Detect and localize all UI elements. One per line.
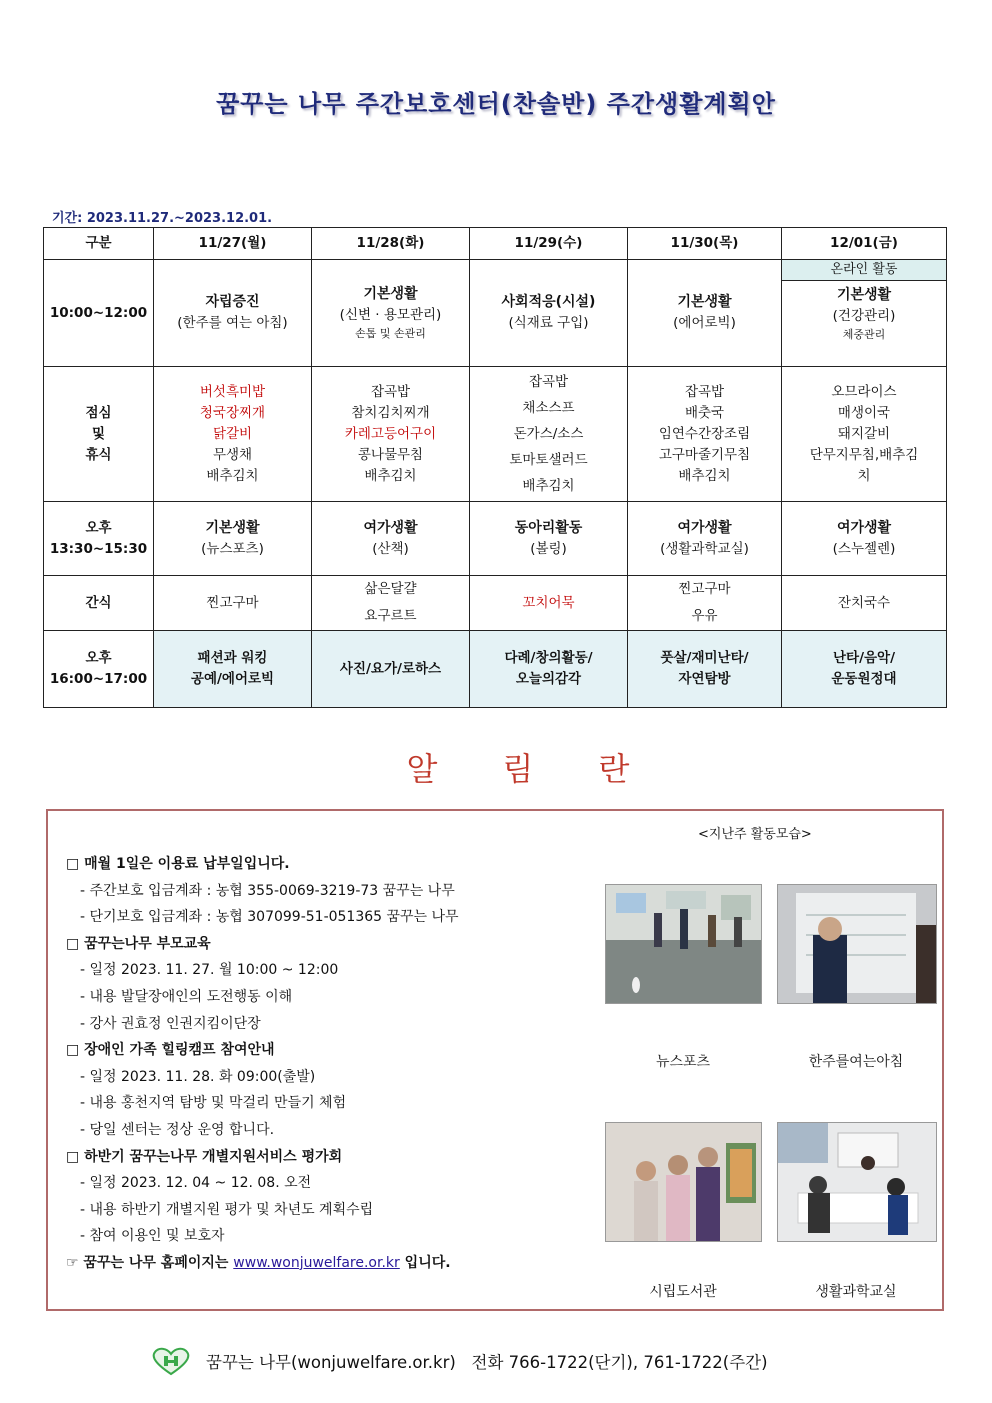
late-thu xyxy=(628,631,782,708)
photo-week-opening xyxy=(777,884,937,1004)
activity-sub: (건강관리) xyxy=(832,308,896,324)
activity-note: 체중관리 xyxy=(842,328,886,341)
menu-item: 돈가스/소스 xyxy=(513,426,584,442)
notice-heading-item: □ 하반기 꿈꾸는나무 개별지원서비스 평가회 xyxy=(66,1148,343,1165)
program-line: 공예/에어로빅 xyxy=(190,671,275,687)
menu-item: 배추김치 xyxy=(206,467,259,484)
morning-mon xyxy=(154,260,312,367)
label-line: 13:30~15:30 xyxy=(49,540,148,557)
activity-main: 여가생활 xyxy=(363,519,418,536)
menu-item: 임연수간장조림 xyxy=(658,425,751,442)
lunch-mon xyxy=(154,367,312,502)
header-thu: 11/30(목) xyxy=(628,228,782,260)
photo-caption: 뉴스포츠 xyxy=(655,1054,711,1070)
lunch-thu xyxy=(628,367,782,502)
afternoon-thu xyxy=(628,502,782,576)
header-mon: 11/27(월) xyxy=(154,228,312,260)
online-activity-band: 온라인 활동 xyxy=(782,260,946,281)
menu-item: 무생채 xyxy=(212,446,253,463)
header-wed: 11/29(수) xyxy=(470,228,628,260)
library-photo-icon xyxy=(606,1123,761,1241)
classroom-photo-icon xyxy=(778,1123,936,1241)
notice-heading-item: □ 매월 1일은 이용료 납부일입니다. xyxy=(66,856,290,872)
header-fri: 12/01(금) xyxy=(782,228,947,260)
snack-item: 잔치국수 xyxy=(837,594,891,611)
program-line: 풋살/재미난타/ xyxy=(660,650,749,666)
row-label-lunch xyxy=(44,367,154,502)
activity-sub: (신변 · 용모관리) xyxy=(339,307,442,323)
late-tue xyxy=(312,631,470,708)
morning-fri xyxy=(782,260,947,367)
notice-heading-item: □ 꿈꾸는나무 부모교육 xyxy=(66,935,211,952)
notice-heading-char: 란 xyxy=(598,750,630,788)
activity-main: 기본생활 xyxy=(205,519,260,536)
program-line: 운동원정대 xyxy=(831,671,897,687)
label-line: 오후 xyxy=(85,519,112,536)
menu-item: 치 xyxy=(857,467,871,484)
notice-detail: - 당일 센터는 정상 운영 합니다. xyxy=(80,1121,275,1138)
activity-main: 기본생활 xyxy=(677,294,732,310)
menu-item: 버섯흑미밥 xyxy=(199,383,266,400)
menu-item: 잡곡밥 xyxy=(370,383,411,400)
row-label-snack: 간식 xyxy=(44,576,154,631)
menu-item: 잡곡밥 xyxy=(684,383,725,400)
late-mon xyxy=(154,631,312,708)
homepage-link[interactable]: www.wonjuwelfare.or.kr xyxy=(233,1254,400,1271)
snack-item: 꼬치어묵 xyxy=(522,594,575,611)
label-line: 16:00~17:00 xyxy=(49,671,148,687)
menu-item: 참치김치찌개 xyxy=(351,404,430,421)
menu-item: 돼지갈비 xyxy=(837,425,891,442)
activity-sub: (에어로빅) xyxy=(673,315,736,331)
menu-item: 단무지무침,배추김 xyxy=(809,446,919,463)
late-fri xyxy=(782,631,947,708)
activity-main: 기본생활 xyxy=(836,287,892,303)
footer xyxy=(150,1346,768,1376)
notice-detail: - 일정 2023. 12. 04 ~ 12. 08. 오전 xyxy=(80,1175,312,1192)
snack-item: 찐고구마 xyxy=(678,581,731,597)
activity-sub: (산책) xyxy=(372,540,409,557)
row-label-late-afternoon xyxy=(44,631,154,708)
activity-sub: (식재료 구입) xyxy=(508,315,589,331)
fri-cell-wrap xyxy=(782,260,946,366)
activity-main: 여가생활 xyxy=(677,519,732,536)
label-line: 및 xyxy=(91,425,106,442)
notice-heading xyxy=(0,744,992,790)
snack-tue xyxy=(312,576,470,631)
homepage-prefix: ☞ 꿈꾸는 나무 홈페이지는 xyxy=(66,1254,229,1271)
photo-science-class xyxy=(777,1122,937,1242)
program-line: 다례/창의활동/ xyxy=(504,650,593,666)
notice-box xyxy=(46,809,944,1311)
label-line: 휴식 xyxy=(85,446,112,463)
activity-sub: (한주를 여는 아침) xyxy=(177,315,288,331)
program-line: 오늘의감각 xyxy=(515,671,582,687)
menu-item: 배춧국 xyxy=(684,404,725,421)
activity-main: 여가생활 xyxy=(836,519,892,536)
menu-item: 카레고등어구이 xyxy=(344,425,437,442)
program-line: 난타/음악/ xyxy=(832,650,896,666)
homepage-line xyxy=(66,1250,606,1277)
menu-item: 오므라이스 xyxy=(831,383,897,400)
snack-wed xyxy=(470,576,628,631)
notice-heading-item: □ 장애인 가족 힐링캠프 참여안내 xyxy=(66,1042,275,1059)
activity-note: 손톱 및 손관리 xyxy=(355,327,426,340)
activity-main: 기본생활 xyxy=(363,286,418,302)
notice-detail: - 일정 2023. 11. 28. 화 09:00(출발) xyxy=(80,1068,316,1085)
header-category: 구분 xyxy=(44,228,154,260)
activity-sub: (스누젤렌) xyxy=(832,540,896,557)
notice-detail: - 참여 이용인 및 보호자 xyxy=(80,1228,225,1245)
notice-detail: - 내용 하반기 개별지원 평가 및 차년도 계획수립 xyxy=(80,1201,374,1218)
period-label: 기간: 2023.11.27.~2023.12.01. xyxy=(52,211,273,226)
table-row xyxy=(44,502,947,576)
footer-text: 꿈꾸는 나무(wonjuwelfare.or.kr) 전화 766-1722(단기), 761-1722(주간) xyxy=(206,1353,768,1372)
program-line: 자연탐방 xyxy=(678,671,731,687)
lunch-fri xyxy=(782,367,947,502)
table-row xyxy=(44,631,947,708)
menu-item: 배추김치 xyxy=(364,467,417,484)
activity-main: 동아리활동 xyxy=(514,519,583,536)
notice-heading-char: 알 xyxy=(406,750,438,788)
menu-item: 콩나물무침 xyxy=(357,446,424,463)
afternoon-fri xyxy=(782,502,947,576)
heart-logo-icon xyxy=(150,1346,192,1376)
notice-detail: - 내용 발달장애인의 도전행동 이해 xyxy=(80,988,293,1005)
snack-mon xyxy=(154,576,312,631)
activity-sub: (뉴스포츠) xyxy=(201,540,264,557)
photo-caption: 시립도서관 xyxy=(649,1284,717,1300)
morning-tue xyxy=(312,260,470,367)
table-row xyxy=(44,576,947,631)
notice-list xyxy=(66,851,606,1277)
table-row xyxy=(44,367,947,502)
menu-item: 고구마줄기무침 xyxy=(658,446,751,463)
gallery-caption: <지난주 활동모습> xyxy=(698,827,812,842)
activity-main: 자립증진 xyxy=(205,294,260,310)
lunch-tue xyxy=(312,367,470,502)
program-line: 사진/요가/로하스 xyxy=(339,660,442,677)
menu-item: 청국장찌개 xyxy=(199,404,266,421)
photo-caption: 한주를여는아침 xyxy=(808,1054,904,1070)
snack-item: 요구르트 xyxy=(364,608,417,624)
notice-detail: - 내용 홍천지역 탐방 및 막걸리 만들기 체험 xyxy=(80,1095,347,1112)
snack-item: 우유 xyxy=(691,608,718,624)
photo-caption: 생활과학교실 xyxy=(815,1284,897,1300)
homepage-suffix: 입니다. xyxy=(404,1254,451,1271)
notice-detail: - 강사 권효정 인권지킴이단장 xyxy=(80,1015,261,1032)
lunch-wed xyxy=(470,367,628,502)
whiteboard-photo-icon xyxy=(778,885,936,1003)
photo-library xyxy=(605,1122,762,1242)
label-line: 오후 xyxy=(85,650,112,666)
notice-heading-char: 림 xyxy=(502,750,534,788)
morning-wed xyxy=(470,260,628,367)
menu-item: 닭갈비 xyxy=(212,425,253,442)
header-tue: 11/28(화) xyxy=(312,228,470,260)
notice-detail: - 주간보호 입금계좌 : 농협 355-0069-3219-73 꿈꾸는 나무 xyxy=(80,882,455,899)
activity-main: 사회적응(시설) xyxy=(501,294,596,310)
snack-fri xyxy=(782,576,947,631)
menu-item: 토마토샐러드 xyxy=(509,452,588,468)
late-wed xyxy=(470,631,628,708)
label-line: 점심 xyxy=(85,404,112,421)
page-title: 꿈꾸는 나무 주간보호센터(찬솔반) 주간생활계획안 xyxy=(216,90,776,118)
snack-item: 찐고구마 xyxy=(206,594,259,611)
menu-item: 배추김치 xyxy=(522,478,575,494)
morning-thu xyxy=(628,260,782,367)
menu-item: 매생이국 xyxy=(837,404,891,421)
program-line: 패션과 워킹 xyxy=(197,650,268,666)
menu-item: 채소스프 xyxy=(522,400,575,416)
snack-thu xyxy=(628,576,782,631)
table-header-row xyxy=(44,228,947,260)
row-label-morning: 10:00~12:00 xyxy=(44,260,154,367)
menu-item: 배추김치 xyxy=(678,467,731,484)
afternoon-mon xyxy=(154,502,312,576)
afternoon-wed xyxy=(470,502,628,576)
activity-sub: (생활과학교실) xyxy=(660,540,749,557)
snack-item: 삶은달걀 xyxy=(364,581,417,597)
table-row xyxy=(44,260,947,367)
menu-item: 잡곡밥 xyxy=(528,374,569,390)
row-label-afternoon xyxy=(44,502,154,576)
gym-photo-icon xyxy=(606,885,761,1003)
weekly-schedule-table xyxy=(43,227,947,708)
activity-sub: (볼링) xyxy=(530,540,567,557)
notice-detail: - 단기보호 입금계좌 : 농협 307099-51-051365 꿈꾸는 나무 xyxy=(80,909,459,926)
notice-detail: - 일정 2023. 11. 27. 월 10:00 ~ 12:00 xyxy=(80,962,339,979)
afternoon-tue xyxy=(312,502,470,576)
photo-news-sports xyxy=(605,884,762,1004)
